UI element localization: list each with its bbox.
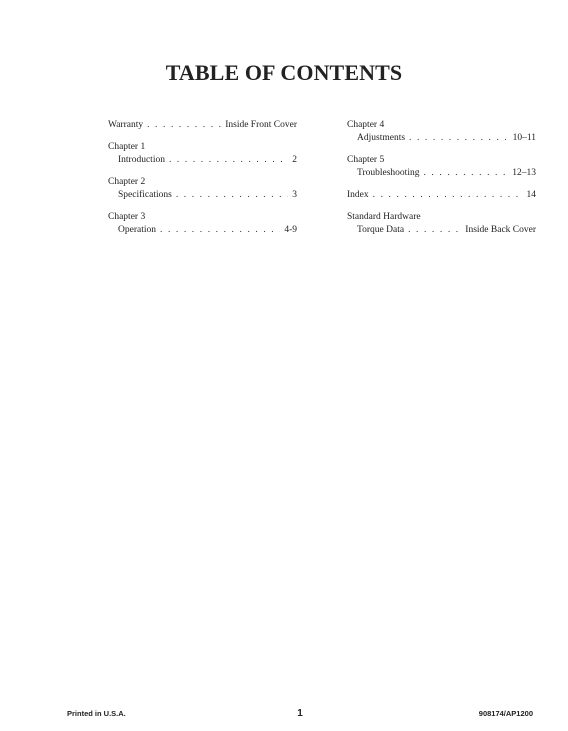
- toc-entry-label: Introduction: [118, 155, 165, 165]
- toc-entry-page: Inside Back Cover: [465, 225, 536, 235]
- toc-entry-page: Inside Front Cover: [225, 120, 297, 130]
- toc-line: [347, 132, 536, 145]
- toc-entry-chapter-5[interactable]: [347, 154, 536, 180]
- toc-entry-page: 12–13: [512, 168, 536, 178]
- toc-entry-label: Warranty: [108, 120, 144, 130]
- toc-left-column: [108, 119, 297, 246]
- toc-entry-warranty[interactable]: [108, 119, 297, 132]
- toc-entry-index[interactable]: [347, 189, 536, 202]
- toc-entry-page: 10–11: [512, 133, 536, 143]
- dot-leader: [160, 224, 280, 237]
- document-code: 908174/AP1200: [478, 709, 533, 718]
- toc-entry-page: 14: [526, 190, 536, 200]
- dot-leader: [408, 224, 461, 237]
- toc-entry-chapter-1[interactable]: [108, 141, 297, 167]
- toc-chapter-heading: Standard Hardware: [347, 212, 421, 222]
- dot-leader: [169, 154, 288, 167]
- toc-chapter-heading: Chapter 3: [108, 212, 146, 222]
- toc-line: [108, 119, 297, 132]
- footer-printed-note: Printed in U.S.A.: [67, 709, 126, 718]
- dot-leader: [147, 119, 221, 132]
- toc-chapter-heading: Chapter 5: [347, 155, 385, 165]
- toc-entry-label: Troubleshooting: [357, 168, 420, 178]
- toc-entry-chapter-2[interactable]: [108, 176, 297, 202]
- toc-entry-label: Specifications: [118, 190, 172, 200]
- toc-line: [108, 189, 297, 202]
- toc-entry-chapter-3[interactable]: [108, 211, 297, 237]
- toc-entry-label: Operation: [118, 225, 156, 235]
- toc-line: [108, 224, 297, 237]
- toc-chapter-heading: Chapter 1: [108, 142, 146, 152]
- dot-leader: [409, 132, 509, 145]
- toc-entry-page: 2: [292, 155, 297, 165]
- toc-entry-page: 4-9: [284, 225, 297, 235]
- toc-right-column: [347, 119, 536, 246]
- page-title: TABLE OF CONTENTS: [165, 60, 403, 85]
- toc-entry-chapter-4[interactable]: [347, 119, 536, 145]
- toc-entry-label: Torque Data: [357, 225, 405, 235]
- toc-line: [347, 224, 536, 237]
- toc-entry-page: 3: [292, 190, 297, 200]
- toc-line: [108, 154, 297, 167]
- toc-chapter-heading: Chapter 4: [347, 120, 385, 130]
- page-number: 1: [297, 708, 303, 719]
- toc-line: [347, 189, 536, 202]
- dot-leader: [423, 167, 508, 180]
- dot-leader: [176, 189, 288, 202]
- toc-chapter-heading: Chapter 2: [108, 177, 146, 187]
- toc-entry-label: Index: [347, 190, 369, 200]
- toc-entry-label: Adjustments: [357, 133, 406, 143]
- toc-entry-standard-hardware[interactable]: [347, 211, 536, 237]
- dot-leader: [373, 189, 523, 202]
- toc-line: [347, 167, 536, 180]
